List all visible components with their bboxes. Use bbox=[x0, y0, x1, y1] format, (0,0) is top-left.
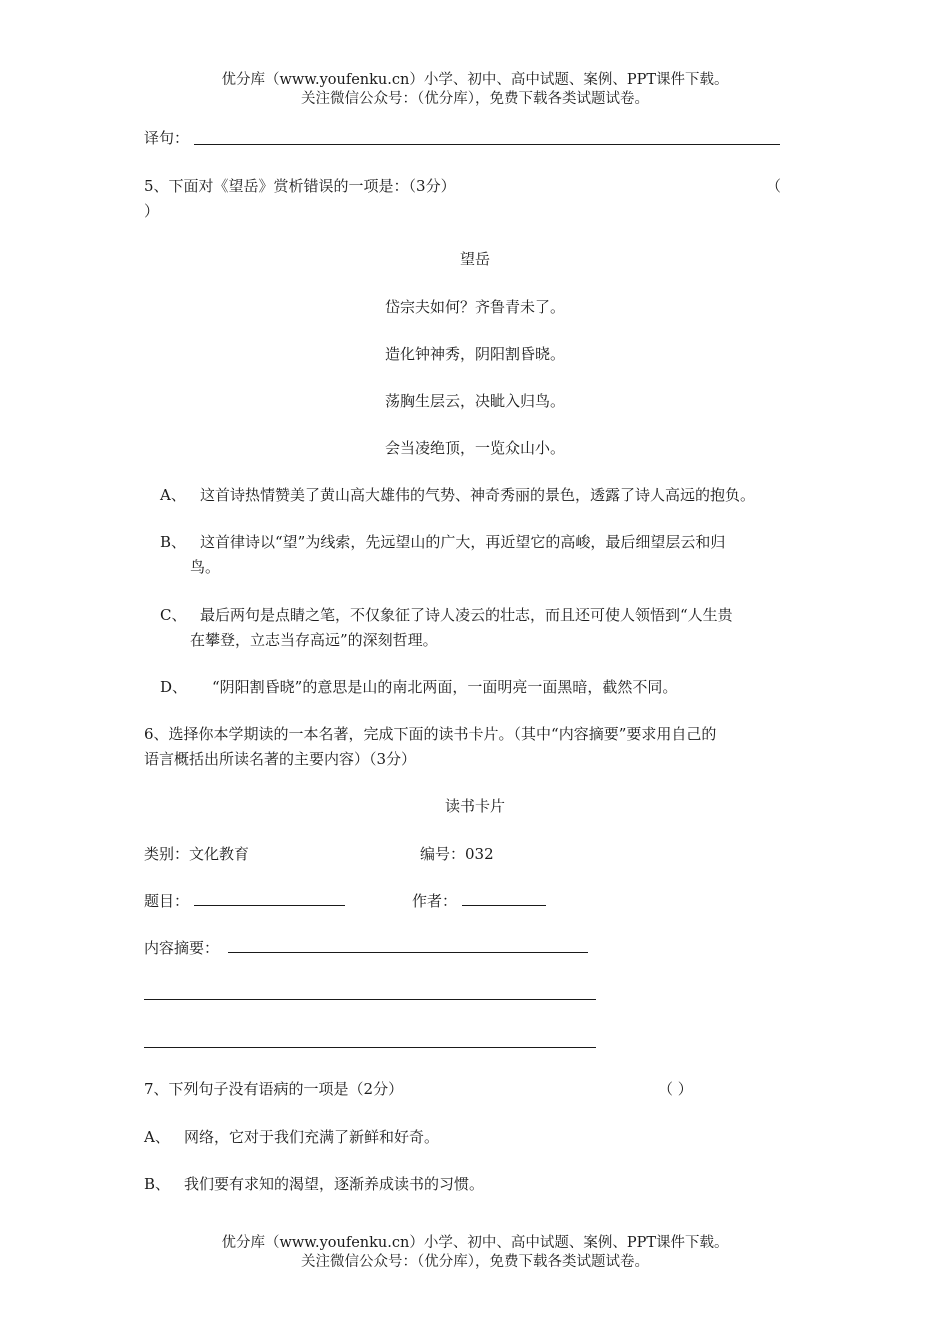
q5-option-b-text-cont: 鸟。 bbox=[190, 558, 221, 576]
header-line-2: 关注微信公众号：（优分库），免费下载各类试题试卷。 bbox=[301, 91, 649, 107]
q7-option-b-letter: B、 bbox=[144, 1175, 171, 1193]
summary-answer-line[interactable] bbox=[144, 999, 596, 1000]
q6-stem-line-1: 6、选择你本学期读的一本名著，完成下面的读书卡片。（其中“内容摘要”要求用自己的 bbox=[144, 725, 717, 743]
card-title-input-line[interactable] bbox=[194, 905, 345, 906]
q5-stem: 5、下面对《望岳》赏析错误的一项是：（3分） bbox=[144, 177, 456, 195]
footer-line-2: 关注微信公众号：（优分库），免费下载各类试题试卷。 bbox=[301, 1254, 649, 1270]
card-author-input-line[interactable] bbox=[462, 905, 546, 906]
q5-option-c-letter: C、 bbox=[160, 606, 187, 624]
q5-option-d-letter: D、 bbox=[160, 678, 188, 696]
q6-stem-line-2: 语言概括出所读名著的主要内容）（3分） bbox=[144, 750, 417, 768]
q5-option-b-text: 这首律诗以“望”为线索，先远望山的广大，再近望它的高峻，最后细望层云和归 bbox=[200, 533, 726, 551]
poem-title: 望岳 bbox=[459, 250, 490, 268]
poem-line: 荡胸生层云，决眦入归鸟。 bbox=[384, 392, 565, 410]
q7-stem: 7、下列句子没有语病的一项是（2分） bbox=[144, 1080, 404, 1098]
q5-option-c-text-cont: 在攀登，立志当存高远”的深刻哲理。 bbox=[190, 631, 438, 649]
footer-line-1: 优分库（www.youfenku.cn）小学、初中、高中试题、案例、PPT课件下载。 bbox=[221, 1235, 729, 1251]
q7-option-a-letter: A、 bbox=[144, 1128, 170, 1146]
card-title-label: 题目： bbox=[144, 892, 190, 910]
card-number: 编号：032 bbox=[420, 845, 494, 863]
card-summary-label: 内容摘要： bbox=[144, 939, 220, 957]
card-category: 类别：文化教育 bbox=[144, 845, 250, 863]
q7-option-b-text: 我们要有求知的渴望，逐渐养成读书的习惯。 bbox=[184, 1175, 485, 1193]
q7-answer-paren[interactable]: （ ） bbox=[658, 1080, 693, 1098]
translation-answer-line[interactable] bbox=[194, 144, 780, 145]
q5-option-c-text: 最后两句是点睛之笔，不仅象征了诗人凌云的壮志，而且还可使人领悟到“人生贵 bbox=[200, 606, 733, 624]
q5-paren-open: （ bbox=[766, 177, 782, 195]
translation-label: 译句： bbox=[144, 129, 190, 147]
poem-line: 造化钟神秀，阴阳割昏晓。 bbox=[384, 345, 565, 363]
poem-line: 岱宗夫如何？齐鲁青未了。 bbox=[384, 298, 565, 316]
header-line-1: 优分库（www.youfenku.cn）小学、初中、高中试题、案例、PPT课件下载。 bbox=[221, 72, 729, 88]
q5-paren-close: ） bbox=[144, 202, 160, 220]
summary-answer-line[interactable] bbox=[144, 1047, 596, 1048]
q7-option-a-text: 网络，它对于我们充满了新鲜和好奇。 bbox=[184, 1128, 440, 1146]
q5-option-d-text: “阴阳割昏晓”的意思是山的南北两面，一面明亮一面黑暗，截然不同。 bbox=[212, 678, 678, 696]
summary-answer-line[interactable] bbox=[228, 952, 588, 953]
q5-option-b-letter: B、 bbox=[160, 533, 187, 551]
q5-option-a-letter: A、 bbox=[160, 486, 186, 504]
reading-card-title: 读书卡片 bbox=[444, 797, 505, 815]
card-author-label: 作者： bbox=[412, 892, 458, 910]
poem-line: 会当凌绝顶，一览众山小。 bbox=[384, 439, 565, 457]
q5-option-a-text: 这首诗热情赞美了黄山高大雄伟的气势、神奇秀丽的景色，透露了诗人高远的抱负。 bbox=[200, 486, 756, 504]
